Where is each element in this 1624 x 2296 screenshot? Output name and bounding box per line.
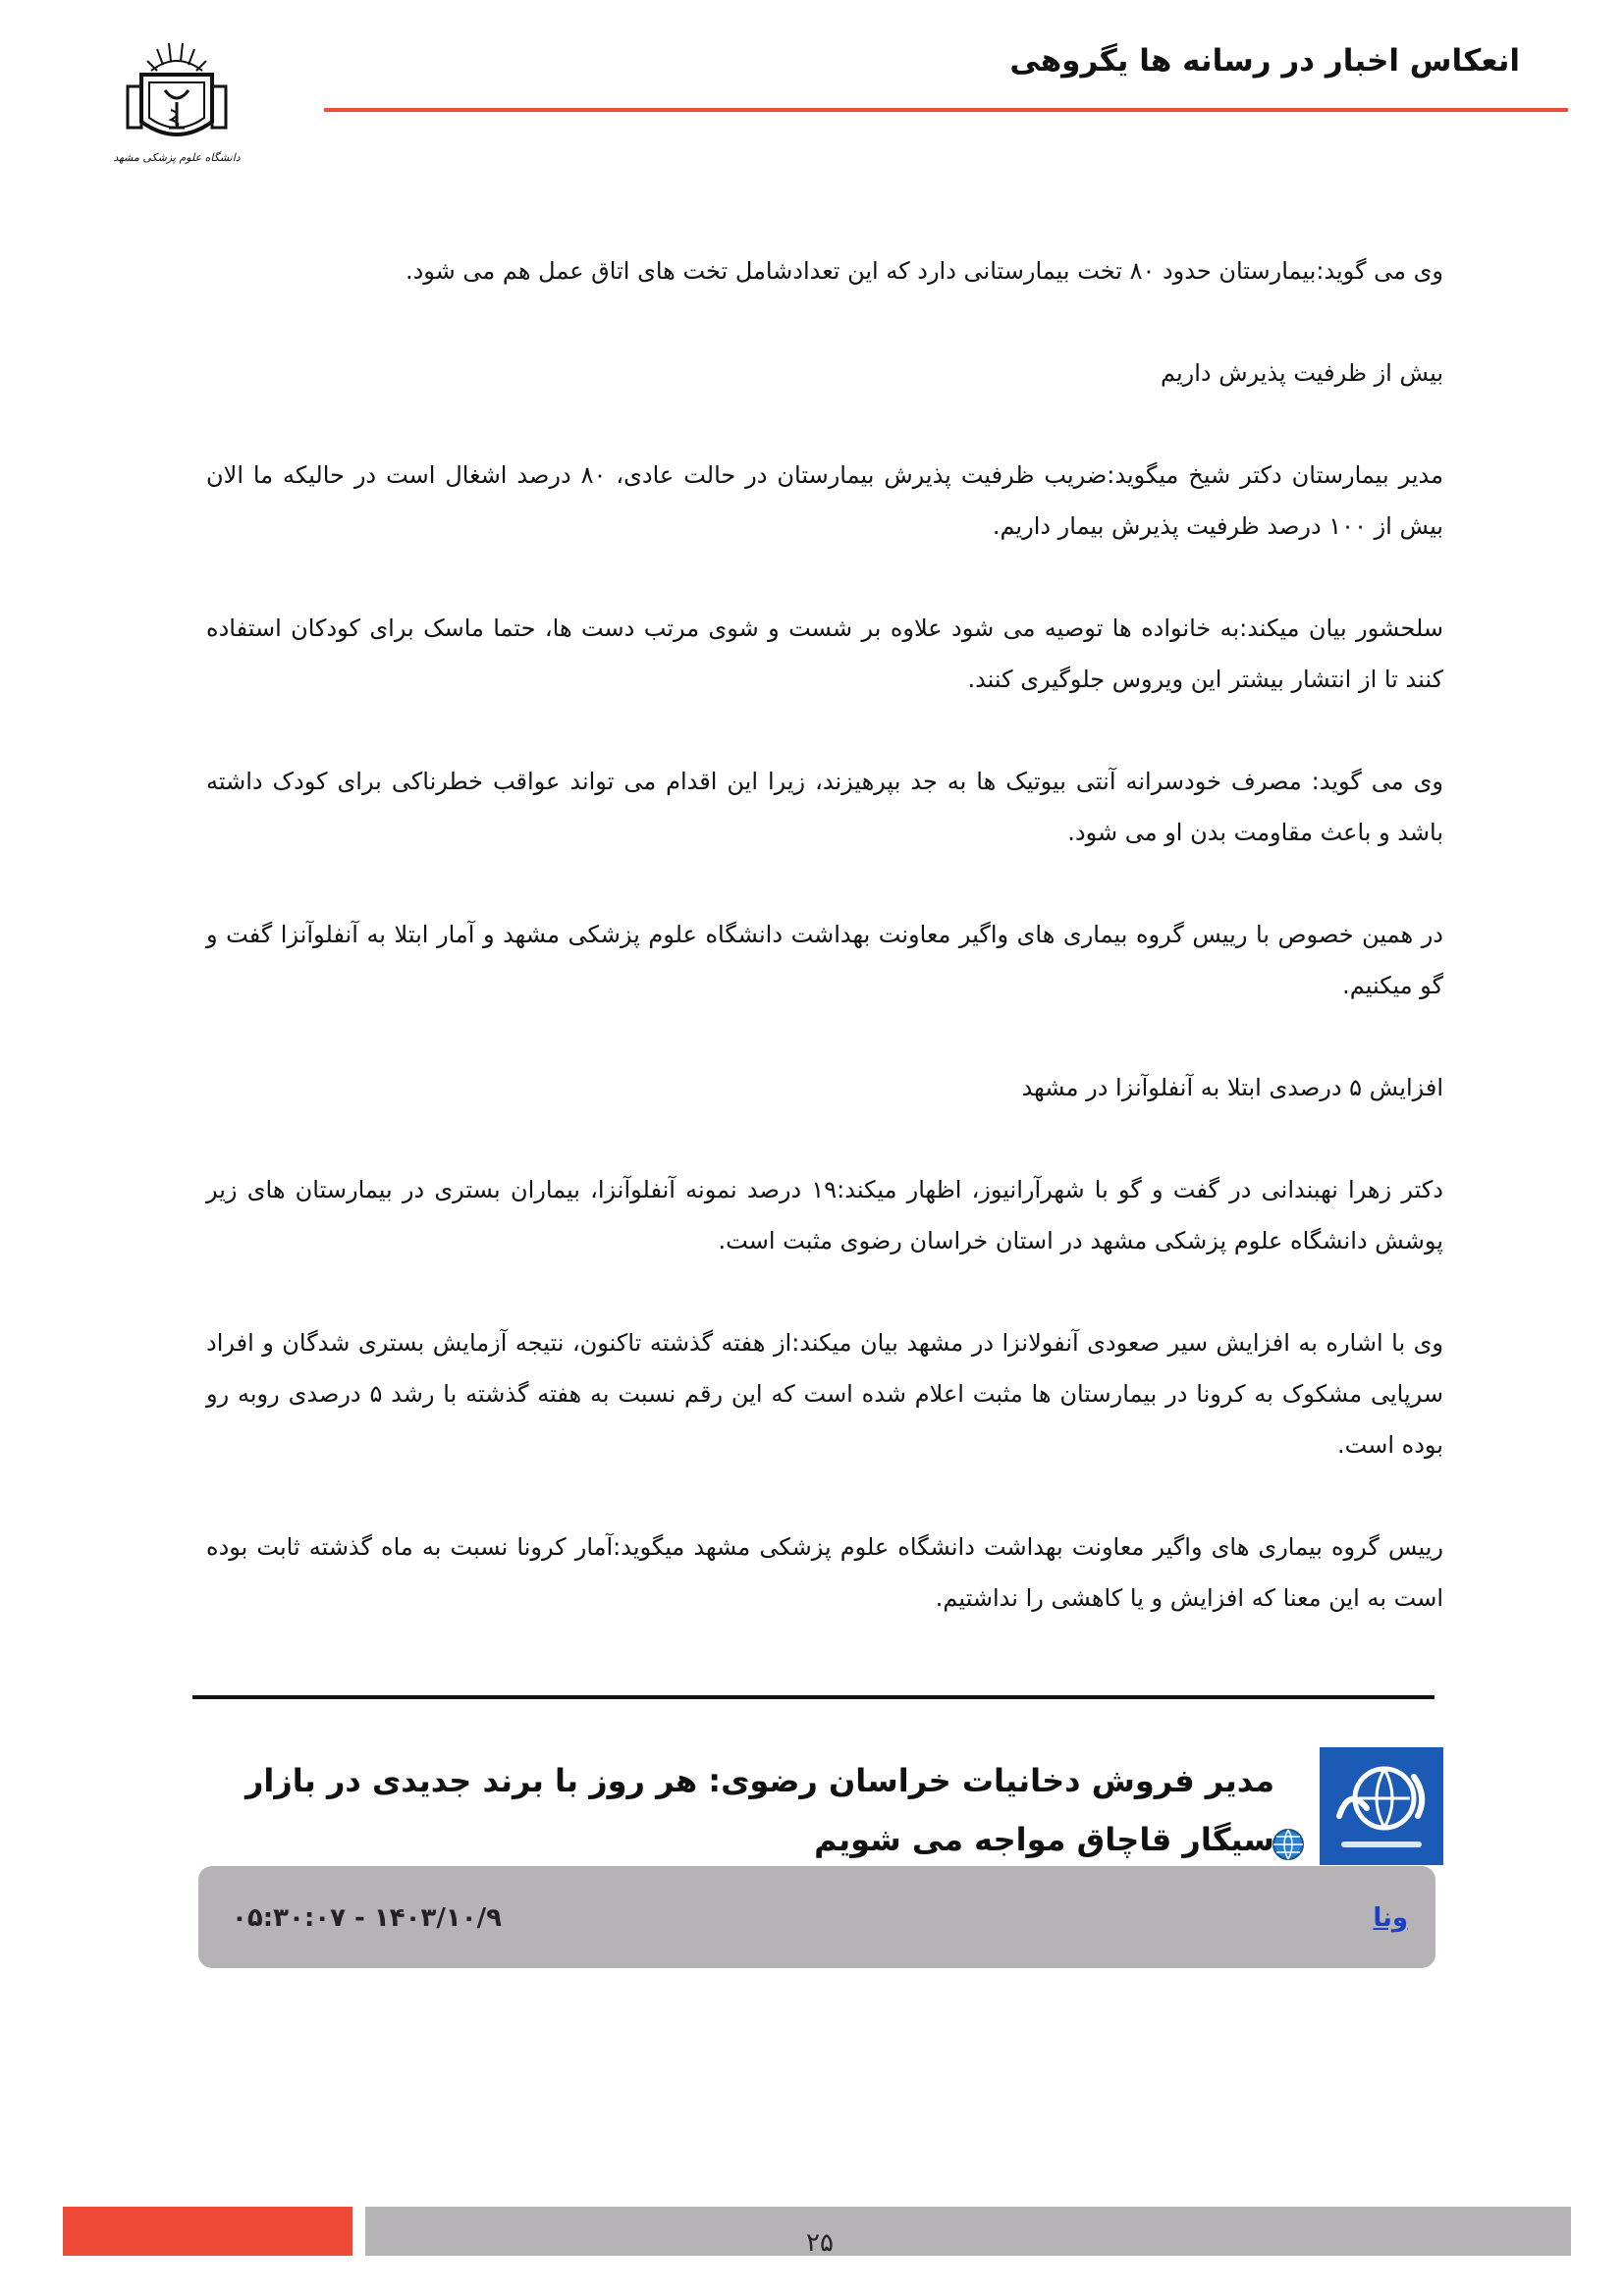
university-logo-icon bbox=[108, 31, 245, 169]
paragraph-subheading: بیش از ظرفیت پذیرش داریم bbox=[1160, 359, 1443, 387]
news-agency-logo-icon bbox=[1320, 1747, 1443, 1865]
paragraph: دکتر زهرا نهبندانی در گفت و گو با شهرآرانیوز، اظهار میکند:۱۹ درصد نمونه آنفلوآنزا، بیماران بستری در بیمارستان های زیر پوشش دانشگاه علوم پزشکی مشهد در استان خراسان رضوی مثبت است. bbox=[206, 1176, 1443, 1255]
logo-caption: دانشگاه علوم پزشکی مشهد bbox=[113, 151, 241, 164]
paragraph: مدیر بیمارستان دکتر شیخ میگوید:ضریب ظرفیت پذیرش بیمارستان در حالت عادی، ۸۰ درصد اشغال است در حالیکه ما الان بیش از ۱۰۰ درصد ظرفیت پذیرش بیمار داریم. bbox=[206, 461, 1444, 540]
footer-accent-bar bbox=[63, 2207, 352, 2256]
paragraph: سلحشور بیان میکند:به خانواده ها توصیه می شود علاوه بر شست و شوی مرتب دست ها، حتما ماسک برای کودکان استفاده کنند تا از انتشار بیشتر این ویروس جلوگیری کنند. bbox=[206, 614, 1443, 693]
news-headline[interactable]: مدیر فروش دخانیات خراسان رضوی: هر روز با برند جدیدی در بازار سیگار قاچاق مواجه می شویم bbox=[244, 1762, 1274, 1858]
source-link[interactable]: ونا bbox=[1373, 1903, 1408, 1933]
paragraph: وی می گوید:بیمارستان حدود ۸۰ تخت بیمارستانی دارد که این تعدادشامل تخت های اتاق عمل هم می شود. bbox=[405, 257, 1443, 285]
paragraph: رییس گروه بیماری های واگیر معاونت بهداشت دانشگاه علوم پزشکی مشهد میگوید:آمار کرونا نسبت به ماه گذشته ثابت بوده است به این معنا که افزایش و یا کاهشی را نداشتیم. bbox=[206, 1533, 1443, 1612]
paragraph: وی می گوید: مصرف خودسرانه آنتی بیوتیک ها به جد بپرهیزند، زیرا این اقدام می تواند عواقب خطرناکی برای کودک داشته باشد و باعث مقاومت بدن او می شود. bbox=[206, 768, 1443, 846]
news-meta-bar bbox=[198, 1866, 1435, 1968]
section-separator bbox=[192, 1695, 1435, 1699]
footer-bar bbox=[365, 2207, 1571, 2256]
globe-icon bbox=[1271, 1827, 1306, 1862]
paragraph-subheading: افزایش ۵ درصدی ابتلا به آنفلوآنزا در مشهد bbox=[1021, 1074, 1443, 1101]
page-number: ۲۵ bbox=[806, 2228, 834, 2258]
paragraph: وی با اشاره به افزایش سیر صعودی آنفولانزا در مشهد بیان میکند:از هفته گذشته تاکنون، نتیجه آزمایش بستری شدگان و افراد سرپایی مشکوک به کرونا در بیمارستان ها مثبت اعلام شده است که این رقم نسبت به هفته گذشته با رشد ۵ درصدی روبه رو بوده است. bbox=[206, 1329, 1443, 1459]
page-header-title: انعکاس اخبار در رسانه ها یگروهی bbox=[1009, 43, 1520, 79]
paragraph: در همین خصوص با رییس گروه بیماری های واگیر معاونت بهداشت دانشگاه علوم پزشکی مشهد و آمار ابتلا به آنفلوآنزا گفت و گو میکنیم. bbox=[206, 921, 1443, 999]
header-divider bbox=[324, 108, 1568, 112]
article-body bbox=[206, 245, 1443, 1675]
news-timestamp: ۰۵:۳۰:۰۷ - ۱۴۰۳/۱۰/۹ bbox=[232, 1903, 502, 1933]
